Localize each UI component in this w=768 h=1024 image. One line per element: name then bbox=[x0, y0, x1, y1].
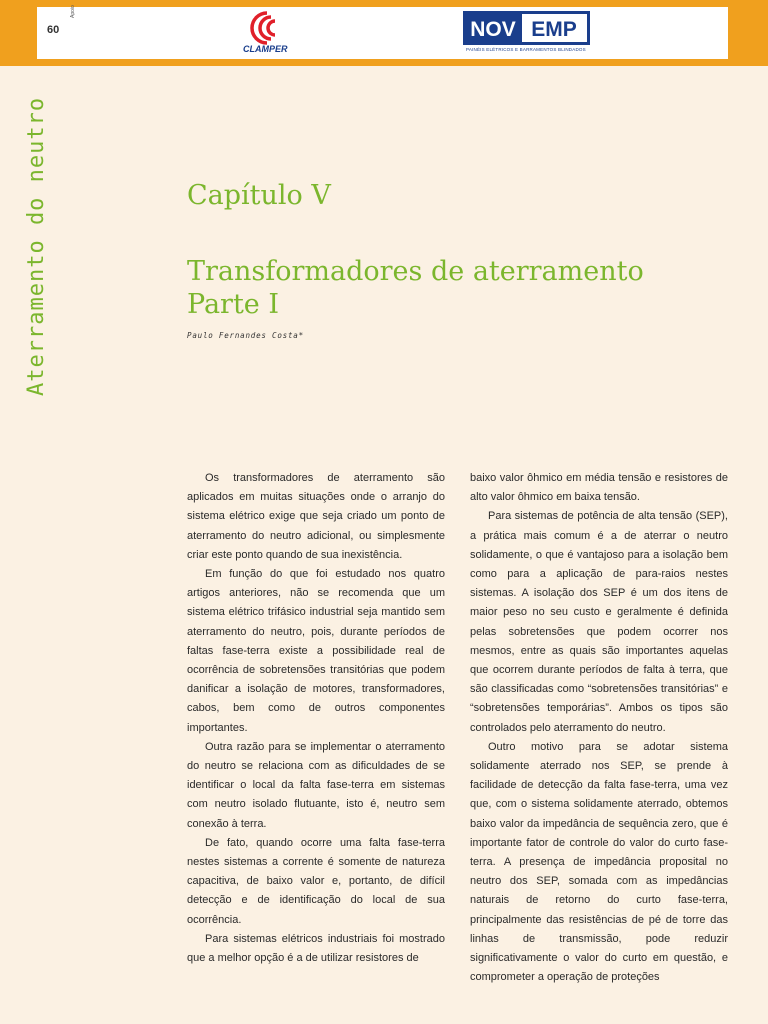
page-number: 60 bbox=[47, 24, 60, 36]
article-author: Paulo Fernandes Costa* bbox=[187, 331, 304, 340]
svg-text:NOV: NOV bbox=[470, 18, 516, 41]
section-title: Aterramento do neutro bbox=[24, 96, 49, 396]
body-column-right bbox=[470, 469, 728, 987]
apoio-label: Apoio bbox=[70, 5, 76, 18]
paragraph: Em função do que foi estudado nos quatro artigos anteriores, não se recomenda que um sistema elétrico trifásico industrial seja mantido sem aterramento do neutro, pois, durante períodos de faltas fase-terra existe a possibilidade real de ocorrência de sobretensões transitórias que podem danificar a isolação de motores, transformadores, cabos, bem como de outros componentes importantes. bbox=[187, 568, 445, 734]
chapter-heading: Capítulo V bbox=[187, 180, 331, 211]
svg-text:EMP: EMP bbox=[531, 18, 577, 41]
clamper-wordmark: CLAMPER bbox=[243, 44, 288, 54]
paragraph: Outra razão para se implementar o aterramento do neutro se relaciona com as dificuldades de se identificar o local da falta fase-terra em sistemas com neutro isolado flutuante, isto é, neutro sem conexão à terra. bbox=[187, 740, 445, 830]
novemp-logo bbox=[463, 11, 590, 45]
paragraph: Os transformadores de aterramento são aplicados em muitas situações onde o arranjo do sistema elétrico exige que seja criado um ponto de aterramento do neutro adicional, ou simplesmente criar este ponto quando de sua inexistência. bbox=[187, 472, 445, 561]
paragraph: Para sistemas elétricos industriais foi mostrado que a melhor opção é a de utilizar resistores de bbox=[187, 932, 445, 965]
article-title-line1: Transformadores de aterramento bbox=[187, 256, 644, 287]
paragraph-continuation: baixo valor ôhmico em média tensão e resistores de alto valor ôhmico em baixa tensão. bbox=[470, 472, 728, 504]
paragraph: De fato, quando ocorre uma falta fase-terra nestes sistemas a corrente é somente de natureza capacitiva, de baixo valor e, portanto, de difícil detecção e de identificação do local de sua ocorrência. bbox=[187, 836, 445, 926]
paragraph: Outro motivo para se adotar sistema solidamente aterrado nos SEP, se prende à facilidade de detecção da falta fase-terra, uma vez que, com o sistema solidamente aterrado, obtemos baixo valor da impedância de sequência zero, que é importante fator de controle do valor do curto fase-terra. A presença de impedância proposital no neutro dos SEP, somada com as impedâncias naturais de retorno do curto fase-terra, principalmente das resistências de pé de torre das linhas de transmissão, pode reduzir significativamente o valor do curto em questão, e comprometer a operação de proteções bbox=[470, 740, 728, 984]
paragraph: Para sistemas de potência de alta tensão (SEP), a prática mais comum é a de aterrar o neutro solidamente, o que é vantajoso para a isolação bem como para a aplicação de para-raios nestes sistemas. A isolação dos SEP é um dos itens de maior peso no seu custo e geralmente é definida pelas sobretensões que podem ocorrer nos mesmos, entre as quais são importantes aquelas que ocorrem durante períodos de falta à terra, que são classificadas como “sobretensões transitórias” e “sobretensões temporárias”. Ambos os tipos são controlados pelo aterramento do neutro. bbox=[470, 510, 728, 734]
novemp-tagline: PAINÉIS ELÉTRICOS E BARRAMENTOS BLINDADOS bbox=[466, 47, 586, 52]
article-title-line2: Parte I bbox=[187, 289, 280, 320]
body-column-left bbox=[187, 469, 445, 968]
sponsor-banner bbox=[37, 7, 728, 59]
